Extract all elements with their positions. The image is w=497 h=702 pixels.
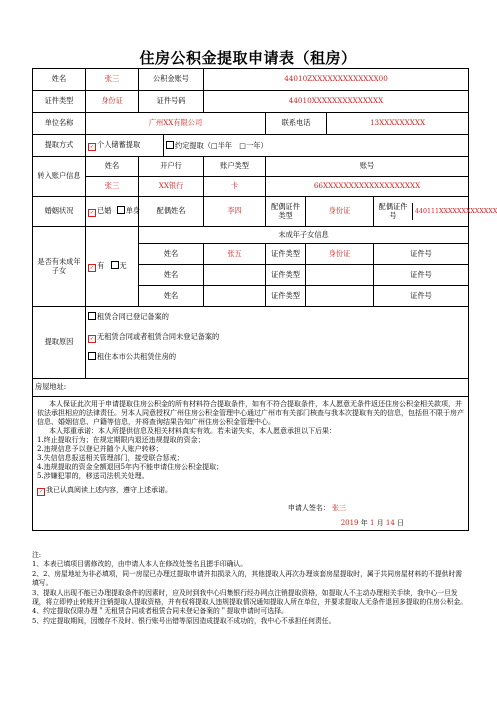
method-personal[interactable]	[86, 135, 164, 157]
transfer-label: 转入账户信息	[33, 157, 86, 197]
address-field[interactable]	[33, 379, 469, 397]
declaration-block	[33, 397, 469, 531]
declaration-item: 5.涉嫌犯罪的，移送司法机关处理。	[37, 471, 149, 480]
date-day[interactable]: 14	[385, 518, 395, 527]
account-value[interactable]: 44010ZXXXXXXXXXXXXX00	[204, 69, 469, 91]
application-form	[32, 68, 497, 531]
phone-label: 联系电话	[266, 113, 327, 135]
child2-name-label: 姓名	[139, 265, 204, 286]
unit-value[interactable]: 广州XX有限公司	[86, 113, 266, 135]
phone-value[interactable]: 13XXXXXXXXX	[327, 113, 469, 135]
checkbox-checked-icon[interactable]: ✓	[89, 335, 95, 342]
date-month-unit: 月	[376, 518, 384, 527]
reason-label: 提取原因	[33, 307, 86, 379]
declaration-item: 1.终止提取行为；在规定期限内退还违规提取的资金；	[37, 435, 205, 444]
child2-idno-label: 证件号	[374, 265, 469, 286]
marriage-options[interactable]	[86, 197, 139, 227]
signature-line	[37, 504, 464, 513]
reason-opt2[interactable]	[88, 327, 466, 347]
name-value[interactable]: 张三	[86, 69, 139, 91]
child1-idtype-value[interactable]: 身份证	[306, 244, 374, 265]
transfer-type-value[interactable]: 卡	[204, 177, 266, 197]
transfer-acct-header: 账号	[266, 157, 469, 177]
method-label: 提取方式	[33, 135, 86, 157]
transfer-bank-header: 开户行	[139, 157, 204, 177]
declaration-p1: 本人保证此次用于申请提取住房公积金的所有材料符合提取条件，如有不符合提取条件，本人愿意无条件返还住房公积金相关款项，并依法承担相应的法律责任。另本人同意授权广州住房公积金管理中心通过广州市有关部门核查与我本次提取有关的信息，包括但不限于房产信息、婚姻信息、户籍等信息，并将查询结果告知广州住房公积金管理中心。	[37, 400, 464, 426]
child2-name-value[interactable]	[204, 265, 266, 286]
child1-idno-label: 证件号	[374, 244, 469, 265]
note-line: 3、提取人出现不能已办理提取条件的因素时，应及时到我中心归集银行经办网点注销提取资格，如提取人不主动办理相关手续，我中心一旦发现，将立即停止转账并注销提取人提取资格，并有权将提取人违规提取情况通知提取人所在单位，并要求提取人无条件退回多提取的住房公积金。	[32, 588, 467, 606]
checkbox-checked-icon[interactable]: ✓	[89, 210, 95, 216]
checkbox-checked-icon[interactable]: ✓	[89, 143, 95, 150]
checkbox-checked-icon[interactable]: ✓	[89, 265, 95, 271]
spouse-idno-label: 配偶证件号	[374, 203, 413, 220]
child3-idno-label: 证件号	[374, 286, 469, 307]
declaration-item: 4.违规提取的资金全额退回5年内不能申请住房公积金提取；	[37, 462, 224, 471]
minor-header: 未成年子女信息	[139, 227, 469, 244]
transfer-type-header: 账户类型	[204, 157, 266, 177]
unit-label: 单位名称	[33, 113, 86, 135]
single-label: 单身	[125, 206, 141, 215]
child1-name-value[interactable]: 张五	[204, 244, 266, 265]
date-month[interactable]: 1	[369, 518, 375, 527]
declaration-item: 2.违规信息予以登记并随个人账户转移；	[37, 444, 163, 453]
minor-yes-label: 有	[97, 261, 105, 270]
spouse-idtype-value[interactable]: 身份证	[306, 197, 374, 227]
checkbox-icon[interactable]	[117, 206, 125, 214]
child2-idtype-label: 证件类型	[266, 265, 306, 286]
transfer-name-header: 姓名	[86, 157, 139, 177]
confirm-label: 我已认真阅读上述内容，遵守上述承诺。	[46, 485, 172, 494]
notes-section	[32, 551, 468, 626]
spouse-idtype-label: 配偶证件类型	[266, 197, 306, 227]
transfer-acct-value[interactable]: 66XXXXXXXXXXXXXXXXXXX	[266, 177, 469, 197]
spouse-name-value[interactable]: 李四	[204, 197, 266, 227]
reason-opt2-label: 无租赁合同或者租赁合同未登记备案的	[97, 331, 220, 341]
transfer-name-value[interactable]: 张三	[86, 177, 139, 197]
idtype-label: 证件类型	[33, 91, 86, 113]
checkbox-icon[interactable]	[88, 312, 96, 320]
date-line	[37, 519, 464, 528]
marriage-label: 婚姻状况	[33, 197, 86, 227]
method-personal-label: 个人储蓄提取	[97, 139, 141, 149]
married-label: 已婚	[97, 206, 112, 215]
child3-name-label: 姓名	[139, 286, 204, 307]
reason-opt1[interactable]	[88, 307, 466, 327]
date-year[interactable]: 2019	[340, 518, 359, 527]
spouse-name-label: 配偶姓名	[139, 197, 204, 227]
declaration-p2: 本人郑重承诺：本人所提供信息及相关材料真实有效。若未诺失实，本人愿意承担以下后果：	[49, 426, 336, 435]
date-year-unit: 年	[360, 518, 368, 527]
note-line: 5、约定提取期间，因缴存不及时、银行账号出错等原因造成提取不成功的，我中心不承担任何责任。	[32, 616, 336, 625]
method-agreed-label: 约定提取（□半年 □一年）	[175, 140, 268, 150]
name-label: 姓名	[33, 69, 86, 91]
reason-options	[86, 307, 469, 379]
checkbox-icon[interactable]	[166, 141, 174, 149]
signature-value[interactable]: 张三	[332, 503, 347, 512]
date-day-unit: 日	[397, 518, 405, 527]
note-line: 1、本表已填项目需修改的，由申请人本人在修改处签名且摁手印确认。	[32, 560, 248, 569]
checkbox-checked-icon[interactable]: ✓	[38, 488, 44, 495]
checkbox-icon[interactable]	[88, 352, 96, 360]
declaration-item: 3.失信信息报送相关管理部门，接受联合惩戒；	[37, 453, 184, 462]
minor-options[interactable]	[86, 227, 139, 307]
child1-name-label: 姓名	[139, 244, 204, 265]
idtype-value[interactable]: 身份证	[86, 91, 139, 113]
confirm-line[interactable]	[37, 486, 464, 496]
signature-label: 申请人签名：	[287, 503, 330, 512]
transfer-bank-value[interactable]: XX银行	[139, 177, 204, 197]
note-line: 注:	[32, 551, 42, 559]
checkbox-icon[interactable]	[111, 261, 119, 269]
minor-label: 是否有未成年子女	[33, 227, 86, 307]
child3-idtype-label: 证件类型	[266, 286, 306, 307]
child2-idtype-value[interactable]	[306, 265, 374, 286]
method-agreed[interactable]	[164, 135, 469, 157]
child1-idtype-label: 证件类型	[266, 244, 306, 265]
idno-value[interactable]: 44010XXXXXXXXXXXXXX	[204, 91, 469, 113]
spouse-idno-value[interactable]: 440111XXXXXXXXXXXXX	[415, 207, 497, 215]
reason-opt3-label: 租住本市公共租赁住房的	[97, 351, 177, 361]
child3-name-value[interactable]	[204, 286, 266, 307]
page-title: 住房公积金提取申请表（租房）	[139, 49, 357, 67]
reason-opt1-label: 租赁合同已登记备案的	[97, 312, 169, 321]
child3-idtype-value[interactable]	[306, 286, 374, 307]
note-line: 2、2、房屋地址为非必填项，同一房屋已办理过提取申请并扣损录入的，其他提取人再次办理该套房屋提取时，属于共同房屋材料的不提供时需填写。	[32, 569, 463, 588]
minor-no-label: 无	[119, 261, 127, 270]
note-line: 4、约定提取仅限办理＂无租赁合同或者租赁合同未登记备案的＂提取申请时可选择。	[32, 607, 288, 616]
idno-label: 证件号码	[139, 91, 204, 113]
address-label: 房屋地址:	[35, 382, 67, 392]
spouse-idno-cell	[374, 197, 497, 227]
reason-opt3[interactable]	[88, 347, 466, 367]
account-label: 公积金账号	[139, 69, 204, 91]
